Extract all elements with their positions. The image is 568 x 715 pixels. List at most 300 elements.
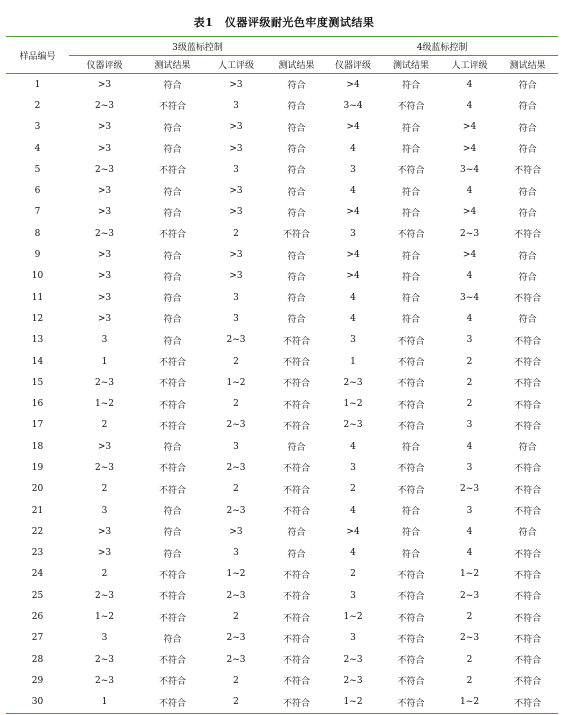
test-result-cell: 符合	[163, 294, 182, 305]
test-result-cell: 不符合	[158, 166, 186, 177]
manual-grade-cell: >4	[462, 207, 477, 218]
instrument-grade-cell: 3	[101, 505, 108, 516]
test-result-cell: 不符合	[283, 485, 311, 496]
instrument-grade-cell: 1~2	[95, 612, 114, 623]
manual-grade-cell: 2~3	[226, 335, 246, 346]
manual-grade-cell: 4	[466, 441, 473, 452]
test-result-cell: 不符合	[397, 464, 425, 475]
test-result-cell: 不符合	[380, 692, 442, 714]
group-header-blue-3: 3级蓝标控制	[69, 37, 326, 56]
test-result-cell: 不符合	[514, 294, 542, 305]
test-result-cell: 不符合	[514, 634, 542, 645]
instrument-grade-cell: 3	[350, 590, 356, 601]
sample-id-cell: 4	[34, 143, 41, 154]
test-result-cell: 符合	[163, 81, 182, 92]
sample-id-cell: 20	[31, 484, 44, 495]
test-result-cell: 不符合	[514, 421, 542, 432]
sample-id-cell: 13	[31, 335, 44, 346]
instrument-grade-cell: 2~3	[95, 462, 114, 473]
manual-grade-cell: >3	[229, 122, 243, 133]
manual-grade-cell: >3	[229, 250, 243, 261]
test-result-cell: 符合	[518, 315, 537, 326]
sample-id-cell: 2	[34, 100, 41, 111]
table-row	[6, 628, 558, 649]
table-row	[6, 372, 558, 393]
test-result-cell: 不符合	[397, 677, 425, 688]
test-result-cell: 符合	[402, 315, 421, 326]
test-result-cell: 不符合	[158, 570, 186, 581]
test-result-cell: 符合	[163, 187, 182, 198]
table-row	[6, 138, 558, 159]
instrument-grade-cell: 3	[350, 462, 356, 473]
test-result-cell: 不符合	[283, 379, 311, 390]
test-result-cell: 不符合	[514, 400, 542, 411]
test-result-cell: 符合	[287, 549, 306, 560]
test-result-cell: 符合	[163, 272, 182, 283]
sample-id-cell: 7	[34, 207, 41, 218]
table-row	[6, 436, 558, 457]
manual-grade-cell: 2	[466, 612, 473, 623]
test-result-cell: 不符合	[514, 336, 542, 347]
manual-grade-cell: >4	[462, 122, 477, 133]
sample-id-cell: 24	[31, 569, 44, 580]
table-row	[6, 244, 558, 265]
table-row	[6, 266, 558, 287]
sample-id-cell: 6	[34, 186, 41, 197]
sample-id-cell: 22	[31, 526, 44, 537]
test-result-cell: 符合	[518, 443, 537, 454]
instrument-grade-cell: >3	[97, 313, 112, 324]
instrument-grade-cell: 2~3	[343, 675, 363, 686]
test-result-cell: 不符合	[158, 613, 186, 624]
table-row	[6, 543, 558, 564]
manual-grade-cell: 2~3	[226, 654, 246, 665]
test-result-cell: 不符合	[514, 166, 542, 177]
instrument-grade-cell: 2	[101, 420, 108, 431]
test-result-cell: 符合	[163, 123, 182, 134]
sample-id-cell: 8	[34, 228, 41, 239]
manual-grade-cell: 4	[466, 100, 473, 111]
test-result-cell: 不符合	[514, 613, 542, 624]
instrument-grade-cell: 2~3	[95, 675, 114, 686]
instrument-grade-cell: >3	[97, 292, 112, 303]
test-result-cell: 不符合	[283, 656, 311, 667]
test-result-cell: 符合	[402, 208, 421, 219]
instrument-grade-cell: >4	[346, 122, 360, 133]
manual-grade-cell: 4	[466, 186, 473, 197]
instrument-grade-cell: >4	[346, 271, 360, 282]
test-result-cell: 不符合	[283, 634, 311, 645]
manual-grade-cell: 2	[466, 377, 473, 388]
instrument-grade-cell: >3	[97, 122, 112, 133]
instrument-grade-cell: >3	[97, 526, 112, 537]
table-row	[6, 95, 558, 116]
test-result-cell: 不符合	[158, 379, 186, 390]
sample-id-cell: 14	[31, 356, 44, 367]
test-result-cell: 不符合	[514, 549, 542, 560]
test-result-cell: 符合	[518, 123, 537, 134]
test-result-cell: 不符合	[397, 400, 425, 411]
manual-grade-cell: 3	[466, 462, 473, 473]
test-result-cell: 不符合	[397, 102, 425, 113]
manual-grade-cell: 3~4	[460, 164, 480, 175]
instrument-grade-cell: 3	[350, 228, 356, 239]
instrument-grade-cell: >3	[97, 548, 112, 559]
test-result-cell: 符合	[518, 251, 537, 262]
test-result-cell: 不符合	[397, 485, 425, 496]
instrument-grade-cell: 4	[350, 548, 356, 559]
header-row-groups	[6, 37, 558, 56]
instrument-grade-cell: >3	[97, 143, 112, 154]
instrument-grade-cell: 2~3	[95, 377, 114, 388]
sample-id-cell: 1	[34, 79, 41, 90]
test-result-cell: 符合	[402, 81, 421, 92]
test-result-cell: 符合	[163, 507, 182, 518]
instrument-grade-cell: 3~4	[343, 100, 363, 111]
manual-grade-cell: 3	[233, 100, 239, 111]
sample-id-cell: 23	[31, 548, 44, 559]
test-result-cell: 不符合	[397, 634, 425, 645]
instrument-grade-cell: 3	[101, 633, 108, 644]
test-result-cell: 不符合	[158, 358, 186, 368]
instrument-grade-cell: 4	[350, 313, 356, 324]
instrument-grade-cell: 4	[350, 441, 356, 452]
instrument-grade-cell: 4	[350, 143, 356, 154]
test-result-cell: 符合	[402, 443, 421, 454]
instrument-grade-cell: 2~3	[95, 590, 114, 601]
test-result-cell: 不符合	[283, 400, 311, 411]
instrument-grade-cell: 1~2	[326, 692, 380, 714]
instrument-grade-cell: >3	[97, 271, 112, 282]
manual-grade-cell: 2	[233, 612, 239, 623]
manual-grade-cell: 2~3	[226, 633, 246, 644]
instrument-grade-cell: 1~2	[343, 399, 363, 410]
test-result-cell: 符合	[518, 208, 537, 219]
test-result-cell: 不符合	[397, 379, 425, 390]
test-result-cell: 符合	[287, 145, 306, 156]
sample-id-cell: 28	[31, 654, 44, 665]
table-row	[6, 670, 558, 691]
manual-grade-cell: >3	[229, 143, 243, 154]
manual-grade-cell: 4	[466, 271, 473, 282]
table-row	[6, 457, 558, 478]
table-row	[6, 479, 558, 500]
sample-id-cell: 17	[31, 420, 44, 431]
test-result-cell: 符合	[402, 187, 421, 198]
header-row-subcolumns	[6, 56, 558, 74]
test-result-cell: 不符合	[158, 400, 186, 411]
test-result-cell: 不符合	[397, 570, 425, 581]
test-result-cell: 不符合	[158, 592, 186, 603]
sample-id-header: 样品编号	[6, 37, 69, 74]
manual-grade-cell: 1~2	[226, 569, 246, 580]
manual-grade-cell: 3	[233, 164, 239, 175]
test-result-cell: 符合	[287, 443, 306, 454]
manual-grade-cell: 2	[466, 654, 473, 665]
manual-grade-cell: >3	[229, 526, 243, 537]
subheader-test-result: 测试结果	[380, 56, 442, 74]
subheader-instrument-grade: 仪器评级	[326, 56, 380, 74]
table-row	[6, 351, 558, 372]
manual-grade-cell: 4	[466, 548, 473, 559]
instrument-grade-cell: 1	[69, 692, 140, 714]
instrument-grade-cell: 3	[350, 633, 356, 644]
manual-grade-cell: 3	[233, 313, 239, 324]
test-result-cell: 不符合	[283, 230, 311, 241]
instrument-grade-cell: 2~3	[343, 654, 363, 665]
sample-id-cell: 30	[6, 692, 69, 714]
sample-id-cell: 19	[31, 462, 44, 473]
instrument-grade-cell: 2	[101, 569, 108, 580]
test-result-cell: 符合	[518, 81, 537, 92]
manual-grade-cell: 3	[466, 505, 473, 516]
instrument-grade-cell: 4	[350, 186, 356, 197]
manual-grade-cell: 2	[233, 675, 239, 686]
test-result-cell: 符合	[402, 123, 421, 134]
manual-grade-cell: >3	[229, 186, 243, 197]
instrument-grade-cell: >3	[97, 186, 112, 197]
test-result-cell: 不符合	[283, 677, 311, 688]
table-row	[6, 500, 558, 521]
instrument-grade-cell: >4	[346, 526, 360, 537]
manual-grade-cell: 2	[466, 356, 473, 367]
test-result-cell: 符合	[287, 102, 306, 113]
test-result-cell: 符合	[518, 272, 537, 283]
sample-id-cell: 11	[31, 292, 44, 303]
test-result-cell: 不符合	[283, 592, 311, 603]
table-row	[6, 117, 558, 138]
manual-grade-cell: 2	[233, 399, 239, 410]
test-result-cell: 不符合	[397, 166, 425, 177]
test-result-cell: 不符合	[514, 677, 542, 688]
sample-id-cell: 29	[31, 675, 44, 686]
test-result-cell: 不符合	[283, 358, 311, 368]
test-result-cell: 不符合	[158, 464, 186, 475]
test-result-cell: 符合	[163, 251, 182, 262]
test-result-cell: 不符合	[514, 485, 542, 496]
manual-grade-cell: 2	[205, 692, 267, 714]
instrument-grade-cell: >4	[346, 250, 360, 261]
test-result-cell: 不符合	[158, 230, 186, 241]
sample-id-cell: 16	[31, 399, 44, 410]
results-table	[6, 36, 558, 714]
test-result-cell: 不符合	[283, 421, 311, 432]
manual-grade-cell: >4	[462, 143, 477, 154]
manual-grade-cell: 1~2	[442, 692, 497, 714]
test-result-cell: 不符合	[267, 692, 326, 714]
manual-grade-cell: 2	[233, 484, 239, 495]
instrument-grade-cell: >3	[97, 79, 112, 90]
test-result-cell: 不符合	[158, 656, 186, 667]
test-result-cell: 不符合	[514, 570, 542, 581]
instrument-grade-cell: 2~3	[95, 228, 114, 239]
test-result-cell: 不符合	[158, 102, 186, 113]
test-result-cell: 符合	[163, 145, 182, 156]
manual-grade-cell: >3	[229, 271, 243, 282]
sample-id-cell: 3	[34, 122, 41, 133]
table-row	[6, 308, 558, 329]
manual-grade-cell: >4	[462, 250, 477, 261]
test-result-cell: 符合	[287, 81, 306, 92]
instrument-grade-cell: 1~2	[95, 399, 114, 410]
sample-id-cell: 12	[31, 313, 44, 324]
instrument-grade-cell: 2	[350, 569, 356, 580]
test-result-cell: 不符合	[158, 421, 186, 432]
sample-id-cell: 15	[31, 377, 44, 388]
test-result-cell: 符合	[163, 336, 182, 347]
manual-grade-cell: 2~3	[460, 590, 480, 601]
instrument-grade-cell: 4	[350, 292, 356, 303]
table-row	[6, 564, 558, 585]
table-row	[6, 287, 558, 308]
test-result-cell: 不符合	[397, 421, 425, 432]
sample-id-cell: 27	[31, 633, 44, 644]
test-result-cell: 不符合	[397, 656, 425, 667]
test-result-cell: 不符合	[514, 358, 542, 368]
table-row	[6, 202, 558, 223]
instrument-grade-cell: 2~3	[95, 100, 114, 111]
test-result-cell: 符合	[518, 145, 537, 156]
manual-grade-cell: 1~2	[226, 377, 246, 388]
group-header-blue-4: 4级蓝标控制	[326, 37, 558, 56]
test-result-cell: 符合	[287, 528, 306, 539]
test-result-cell: 符合	[163, 315, 182, 326]
test-result-cell: 符合	[163, 528, 182, 539]
table-row	[6, 521, 558, 542]
test-result-cell: 符合	[402, 145, 421, 156]
test-result-cell: 不符合	[140, 692, 205, 714]
subheader-test-result: 测试结果	[497, 56, 558, 74]
table-row	[6, 159, 558, 180]
test-result-cell: 符合	[287, 187, 306, 198]
test-result-cell: 符合	[287, 123, 306, 134]
sample-id-cell: 18	[31, 441, 44, 452]
sample-id-cell: 21	[31, 505, 44, 516]
table-row	[6, 393, 558, 414]
table-row	[6, 692, 558, 714]
test-result-cell: 不符合	[283, 570, 311, 581]
test-result-cell: 符合	[163, 208, 182, 219]
table-row	[6, 606, 558, 627]
test-result-cell: 不符合	[514, 507, 542, 518]
instrument-grade-cell: 1	[101, 356, 108, 367]
instrument-grade-cell: >3	[97, 441, 112, 452]
test-result-cell: 符合	[287, 315, 306, 326]
table-row	[6, 585, 558, 606]
manual-grade-cell: 2	[466, 675, 473, 686]
subheader-test-result: 测试结果	[267, 56, 326, 74]
manual-grade-cell: 2~3	[460, 484, 480, 495]
instrument-grade-cell: >3	[97, 207, 112, 218]
manual-grade-cell: >3	[229, 79, 243, 90]
test-result-cell: 不符合	[497, 692, 558, 714]
instrument-grade-cell: 2~3	[343, 377, 363, 388]
test-result-cell: 符合	[163, 549, 182, 560]
test-result-cell: 符合	[287, 251, 306, 262]
manual-grade-cell: 4	[466, 526, 473, 537]
instrument-grade-cell: 2	[101, 484, 108, 495]
subheader-manual-grade: 人工评级	[442, 56, 497, 74]
test-result-cell: 符合	[402, 251, 421, 262]
table-row	[6, 649, 558, 670]
manual-grade-cell: 3	[466, 420, 473, 431]
test-result-cell: 符合	[287, 294, 306, 305]
table-row	[6, 74, 558, 96]
manual-grade-cell: 2	[233, 228, 239, 239]
test-result-cell: 不符合	[283, 336, 311, 347]
test-result-cell: 不符合	[283, 507, 311, 518]
test-result-cell: 符合	[287, 208, 306, 219]
manual-grade-cell: 2~3	[460, 228, 480, 239]
table-body	[6, 74, 558, 714]
test-result-cell: 不符合	[514, 230, 542, 241]
test-result-cell: 符合	[402, 528, 421, 539]
table-row	[6, 223, 558, 244]
test-result-cell: 不符合	[514, 656, 542, 667]
test-result-cell: 不符合	[514, 379, 542, 390]
manual-grade-cell: 3	[233, 292, 239, 303]
manual-grade-cell: 2~3	[226, 420, 246, 431]
manual-grade-cell: >3	[229, 207, 243, 218]
manual-grade-cell: 1~2	[460, 569, 480, 580]
manual-grade-cell: 3	[233, 548, 239, 559]
manual-grade-cell: 2~3	[226, 462, 246, 473]
instrument-grade-cell: 2~3	[95, 654, 114, 665]
test-result-cell: 符合	[163, 634, 182, 645]
instrument-grade-cell: 1~2	[343, 612, 363, 623]
sample-id-cell: 9	[34, 250, 41, 261]
instrument-grade-cell: >4	[346, 79, 360, 90]
subheader-manual-grade: 人工评级	[205, 56, 267, 74]
instrument-grade-cell: 3	[101, 335, 108, 346]
instrument-grade-cell: 2~3	[95, 164, 114, 175]
test-result-cell: 符合	[287, 272, 306, 283]
test-result-cell: 不符合	[158, 677, 186, 688]
test-result-cell: 不符合	[397, 592, 425, 603]
test-result-cell: 符合	[287, 166, 306, 177]
table-row	[6, 180, 558, 201]
table-title: 表1 仪器评级耐光色牢度测试结果	[193, 16, 375, 29]
test-result-cell: 不符合	[397, 230, 425, 241]
subheader-instrument-grade: 仪器评级	[69, 56, 140, 74]
instrument-grade-cell: >4	[346, 207, 360, 218]
instrument-grade-cell: 4	[350, 505, 356, 516]
test-result-cell: 不符合	[514, 464, 542, 475]
manual-grade-cell: 3~4	[460, 292, 480, 303]
manual-grade-cell: 2~3	[226, 590, 246, 601]
sample-id-cell: 5	[34, 164, 41, 175]
test-result-cell: 符合	[402, 294, 421, 305]
instrument-grade-cell: 3	[350, 335, 356, 346]
test-result-cell: 不符合	[514, 592, 542, 603]
manual-grade-cell: 2~3	[460, 633, 480, 644]
manual-grade-cell: 2~3	[226, 505, 246, 516]
subheader-test-result: 测试结果	[140, 56, 205, 74]
test-result-cell: 符合	[518, 102, 537, 113]
test-result-cell: 不符合	[397, 358, 425, 368]
test-result-cell: 不符合	[283, 613, 311, 624]
instrument-grade-cell: 3	[350, 164, 356, 175]
test-result-cell: 不符合	[283, 464, 311, 475]
test-result-cell: 符合	[402, 507, 421, 518]
sample-id-cell: 25	[31, 590, 44, 601]
instrument-grade-cell: 2	[350, 484, 356, 495]
table-row	[6, 330, 558, 351]
manual-grade-cell: 2	[466, 399, 473, 410]
manual-grade-cell: 2	[233, 356, 239, 367]
sample-id-cell: 10	[31, 271, 44, 282]
test-result-cell: 不符合	[397, 336, 425, 347]
